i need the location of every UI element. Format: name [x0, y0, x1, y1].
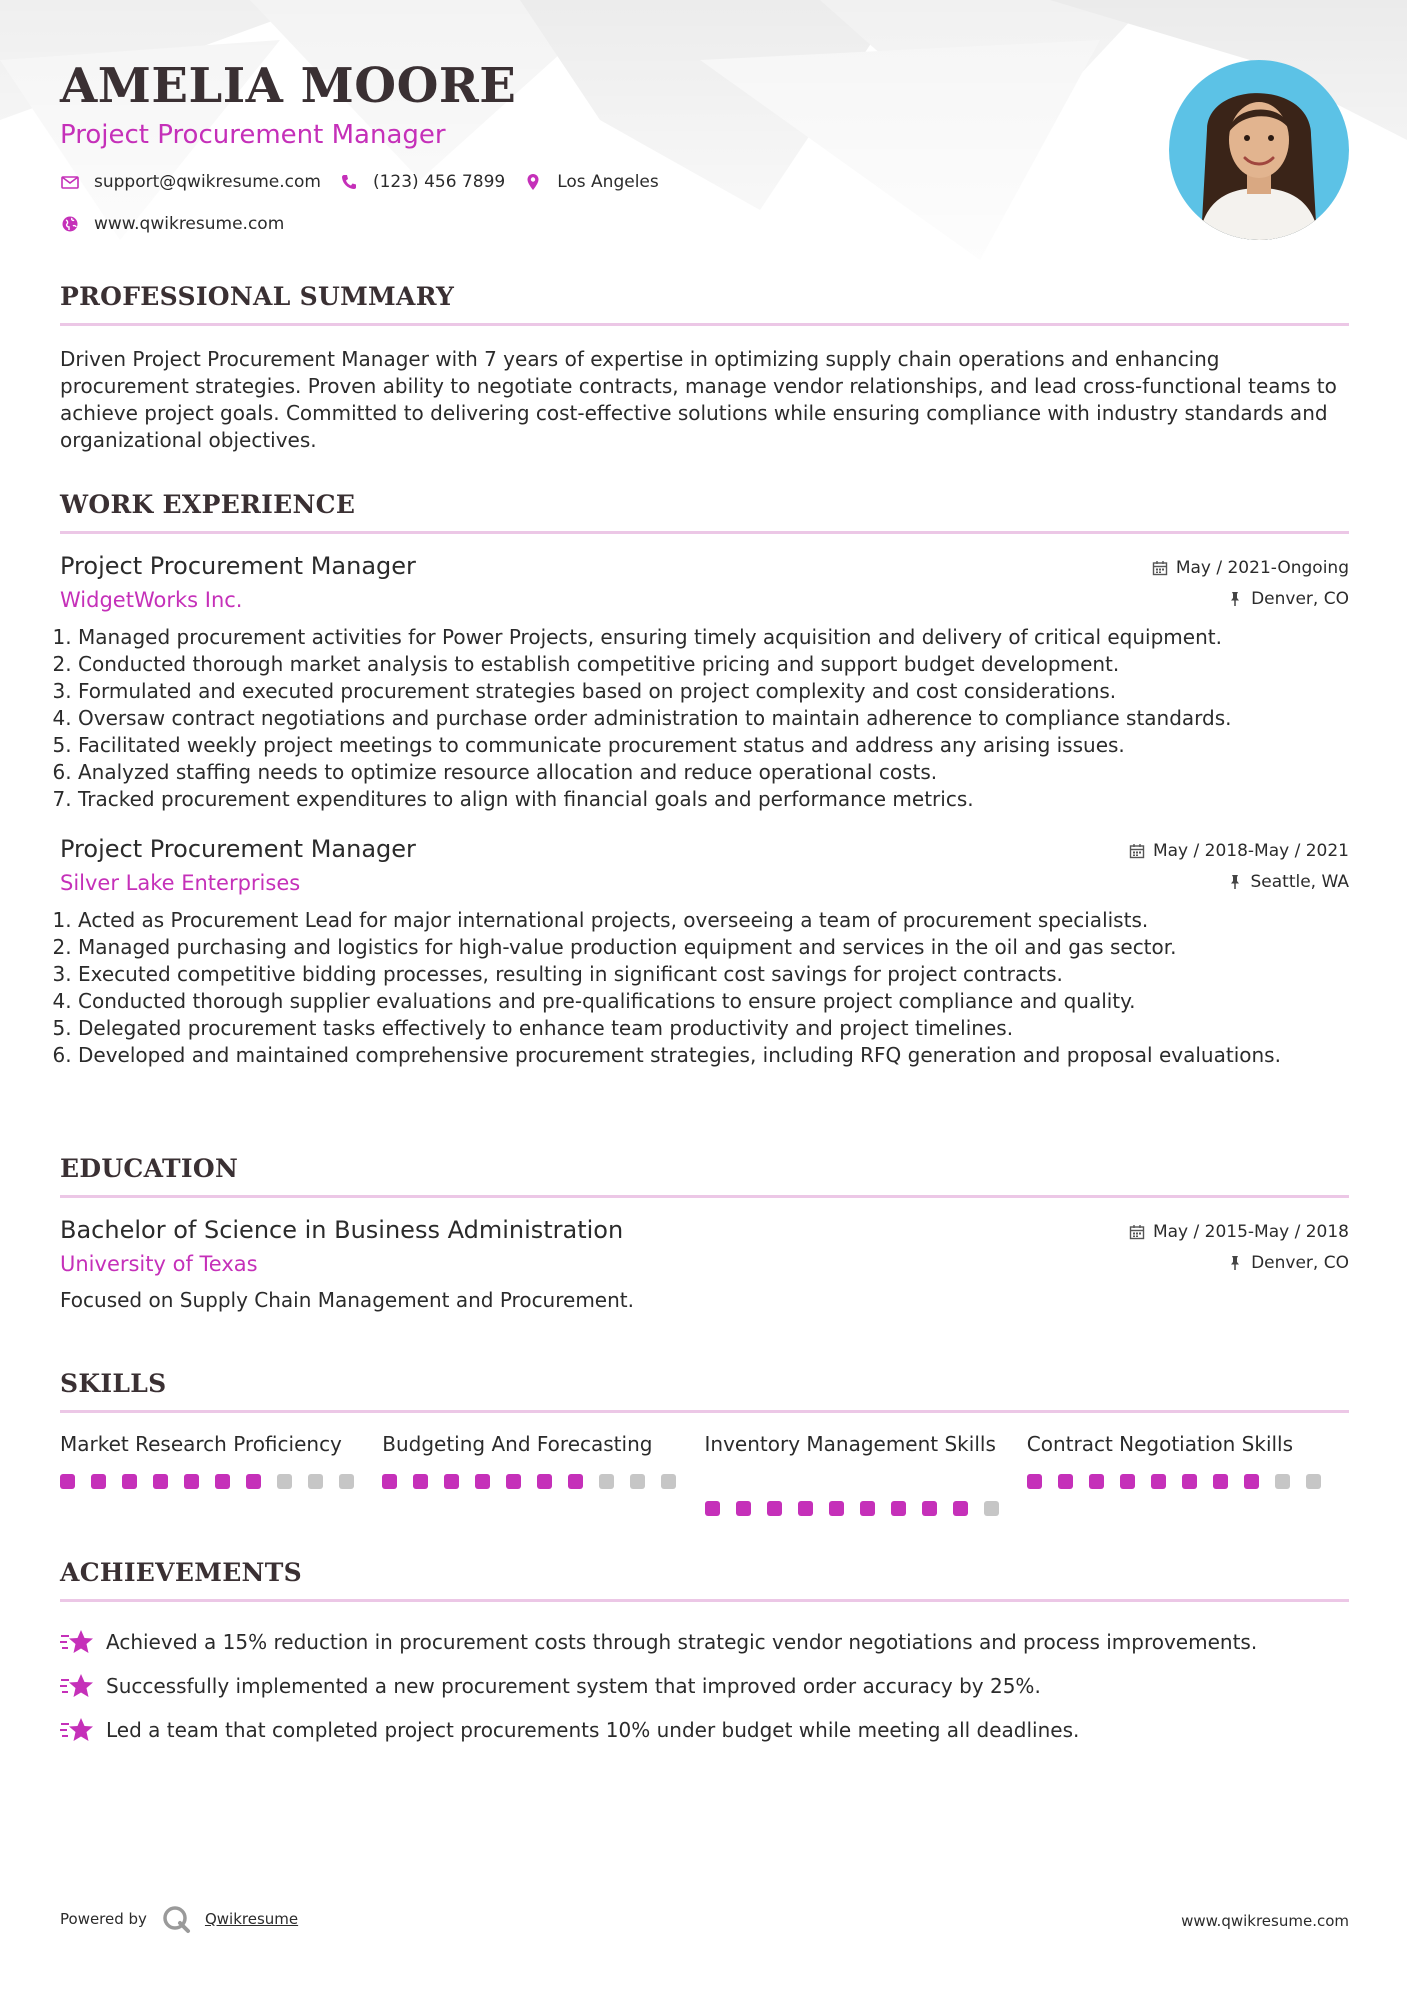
page-footer [60, 1896, 1349, 1936]
rating-dot-filled [736, 1501, 751, 1516]
skill-name: Inventory Management Skills [704, 1432, 996, 1456]
pushpin-icon [1227, 874, 1243, 890]
section-experience [60, 490, 1349, 1069]
skill-rating [60, 1474, 382, 1489]
job-title: Project Procurement Manager [60, 552, 416, 580]
section-education [60, 1154, 1349, 1312]
experience-heading: WORK EXPERIENCE [60, 490, 356, 519]
summary-text: Driven Project Procurement Manager with 7 years of expertise in optimizing supply chain operations and enhancing procurement strategies. Proven ability to negotiate contracts, manage vendor relationships, and lead cross-functional teams to achieve project goals. Committed to delivering cost-effective solutions while ensuring compliance with industry standards and organizational objectives. [60, 347, 1337, 452]
job-bullets [60, 624, 1349, 813]
rating-dot-filled [1027, 1474, 1042, 1489]
section-achievements [60, 1558, 1349, 1752]
job-location-text: Denver, CO [1251, 589, 1349, 609]
job-dates-text: May / 2021-Ongoing [1175, 558, 1349, 578]
skill-rating [705, 1501, 1027, 1516]
list-item: 5. Facilitated weekly project meetings to communicate procurement status and address any arising issues. [78, 732, 1349, 759]
website-text: www.qwikresume.com [94, 214, 285, 234]
achievements-list [60, 1620, 1349, 1752]
footer-url[interactable]: www.qwikresume.com [1181, 1912, 1349, 1930]
job-location [1152, 587, 1349, 611]
map-pin-icon [523, 172, 543, 192]
rating-dot-filled [413, 1474, 428, 1489]
rating-dot-filled [1058, 1474, 1073, 1489]
achievement-item [60, 1664, 1349, 1708]
section-divider [60, 1599, 1349, 1602]
summary-heading: PROFESSIONAL SUMMARY [60, 282, 455, 311]
globe-icon [60, 214, 80, 234]
skill-name: Market Research Proficiency [60, 1432, 342, 1456]
rating-dot-filled [1213, 1474, 1228, 1489]
skill-item [60, 1431, 382, 1516]
pushpin-icon [1227, 591, 1243, 607]
section-divider [60, 1410, 1349, 1413]
achievement-text: Achieved a 15% reduction in procurement costs through strategic vendor negotiations and process improvements. [106, 1630, 1258, 1654]
achievement-item [60, 1620, 1349, 1664]
education-dates [1129, 1220, 1349, 1244]
email-text: support@qwikresume.com [94, 172, 321, 192]
rating-dot-filled [153, 1474, 168, 1489]
list-item: 2. Managed purchasing and logistics for high-value production equipment and services in the oil and gas sector. [78, 934, 1349, 961]
job-title: Project Procurement Manager [60, 835, 416, 863]
candidate-title: Project Procurement Manager [60, 120, 446, 150]
rating-dot-empty [599, 1474, 614, 1489]
rating-dot-filled [922, 1501, 937, 1516]
skills-grid [60, 1431, 1349, 1516]
job-dates [1152, 556, 1349, 580]
achievement-text: Successfully implemented a new procurement system that improved order accuracy by 25%. [106, 1674, 1041, 1698]
school-name: University of Texas [60, 1252, 258, 1276]
job-bullets [60, 907, 1349, 1069]
rating-dot-filled [444, 1474, 459, 1489]
brand-link[interactable]: Qwikresume [204, 1910, 299, 1928]
rating-dot-filled [506, 1474, 521, 1489]
list-item: 2. Conducted thorough market analysis to establish competitive pricing and support budget development. [78, 651, 1349, 678]
phone-text: (123) 456 7899 [372, 172, 506, 192]
section-divider [60, 1195, 1349, 1198]
rating-dot-empty [277, 1474, 292, 1489]
list-item: 4. Oversaw contract negotiations and purchase order administration to maintain adherence to compliance standards. [78, 705, 1349, 732]
rating-dot-empty [1275, 1474, 1290, 1489]
rating-dot-filled [1151, 1474, 1166, 1489]
job-dates [1129, 839, 1349, 863]
skill-item [382, 1431, 704, 1516]
section-skills [60, 1369, 1349, 1516]
rating-dot-filled [382, 1474, 397, 1489]
rating-dot-empty [984, 1501, 999, 1516]
rating-dot-filled [705, 1501, 720, 1516]
rating-dot-empty [630, 1474, 645, 1489]
education-location-text: Denver, CO [1251, 1253, 1349, 1273]
achievement-text: Led a team that completed project procurements 10% under budget while meeting all deadlines. [106, 1718, 1080, 1742]
skill-rating [1027, 1474, 1349, 1489]
list-item: 3. Formulated and executed procurement strategies based on project complexity and cost considerations. [78, 678, 1349, 705]
contact-location [523, 172, 659, 192]
skill-name: Budgeting And Forecasting [382, 1432, 653, 1456]
profile-photo [1169, 60, 1349, 240]
skill-item [705, 1431, 1027, 1516]
contact-email[interactable] [60, 172, 321, 192]
list-item: 6. Analyzed staffing needs to optimize resource allocation and reduce operational costs. [78, 759, 1349, 786]
rating-dot-filled [829, 1501, 844, 1516]
rating-dot-filled [184, 1474, 199, 1489]
education-heading: EDUCATION [60, 1154, 239, 1183]
degree-title: Bachelor of Science in Business Administration [60, 1216, 624, 1244]
job-entry [60, 552, 1349, 813]
star-icon [60, 1627, 94, 1657]
skill-item [1027, 1431, 1349, 1516]
education-location [1129, 1251, 1349, 1275]
rating-dot-filled [60, 1474, 75, 1489]
achievements-heading: ACHIEVEMENTS [60, 1558, 302, 1587]
rating-dot-filled [215, 1474, 230, 1489]
rating-dot-filled [537, 1474, 552, 1489]
rating-dot-empty [308, 1474, 323, 1489]
education-description: Focused on Supply Chain Management and Procurement. [60, 1288, 634, 1312]
rating-dot-empty [661, 1474, 676, 1489]
candidate-name: AMELIA MOORE [60, 58, 517, 114]
list-item: 5. Delegated procurement tasks effectively to enhance team productivity and project timelines. [78, 1015, 1349, 1042]
list-item: 3. Executed competitive bidding processes, resulting in significant cost savings for project contracts. [78, 961, 1349, 988]
list-item: 7. Tracked procurement expenditures to align with financial goals and performance metrics. [78, 786, 1349, 813]
skill-rating [382, 1474, 704, 1489]
contact-row-secondary [60, 214, 302, 234]
skill-name: Contract Negotiation Skills [1026, 1432, 1294, 1456]
rating-dot-filled [1120, 1474, 1135, 1489]
job-entry [60, 835, 1349, 1069]
pushpin-icon [1227, 1255, 1243, 1271]
rating-dot-filled [91, 1474, 106, 1489]
rating-dot-filled [798, 1501, 813, 1516]
job-dates-text: May / 2018-May / 2021 [1152, 841, 1349, 861]
list-item: 1. Acted as Procurement Lead for major international projects, overseeing a team of procurement specialists. [78, 907, 1349, 934]
envelope-icon [60, 172, 80, 192]
section-summary [60, 282, 1349, 454]
rating-dot-filled [860, 1501, 875, 1516]
rating-dot-filled [1244, 1474, 1259, 1489]
education-dates-text: May / 2015-May / 2018 [1152, 1222, 1349, 1242]
job-meta [1129, 839, 1349, 894]
section-divider [60, 323, 1349, 326]
star-icon [60, 1671, 94, 1701]
list-item: 4. Conducted thorough supplier evaluations and pre-qualifications to ensure project compliance and quality. [78, 988, 1349, 1015]
rating-dot-filled [1182, 1474, 1197, 1489]
star-icon [60, 1715, 94, 1745]
rating-dot-filled [122, 1474, 137, 1489]
job-location [1129, 870, 1349, 894]
rating-dot-empty [1306, 1474, 1321, 1489]
job-meta [1152, 556, 1349, 611]
powered-by-label: Powered by [60, 1910, 147, 1928]
contact-row-primary [60, 172, 677, 192]
education-entry [60, 1216, 1349, 1312]
rating-dot-filled [1089, 1474, 1104, 1489]
list-item: 1. Managed procurement activities for Power Projects, ensuring timely acquisition and delivery of critical equipment. [78, 624, 1349, 651]
job-location-text: Seattle, WA [1250, 872, 1349, 892]
calendar-icon [1129, 843, 1145, 859]
job-company: Silver Lake Enterprises [60, 871, 301, 895]
rating-dot-empty [339, 1474, 354, 1489]
powered-by [60, 1904, 298, 1934]
section-divider [60, 531, 1349, 534]
calendar-icon [1129, 1224, 1145, 1240]
location-text: Los Angeles [557, 172, 659, 192]
rating-dot-filled [568, 1474, 583, 1489]
skills-heading: SKILLS [60, 1369, 167, 1398]
phone-icon [339, 172, 359, 192]
rating-dot-filled [246, 1474, 261, 1489]
list-item: 6. Developed and maintained comprehensive procurement strategies, including RFQ generation and proposal evaluations. [78, 1042, 1349, 1069]
contact-website[interactable] [60, 214, 284, 234]
qwikresume-logo-icon [161, 1904, 191, 1934]
achievement-item [60, 1708, 1349, 1752]
job-company: WidgetWorks Inc. [60, 588, 243, 612]
rating-dot-filled [953, 1501, 968, 1516]
calendar-icon [1152, 560, 1168, 576]
rating-dot-filled [767, 1501, 782, 1516]
education-meta [1129, 1220, 1349, 1275]
contact-phone[interactable] [339, 172, 505, 192]
rating-dot-filled [891, 1501, 906, 1516]
rating-dot-filled [475, 1474, 490, 1489]
